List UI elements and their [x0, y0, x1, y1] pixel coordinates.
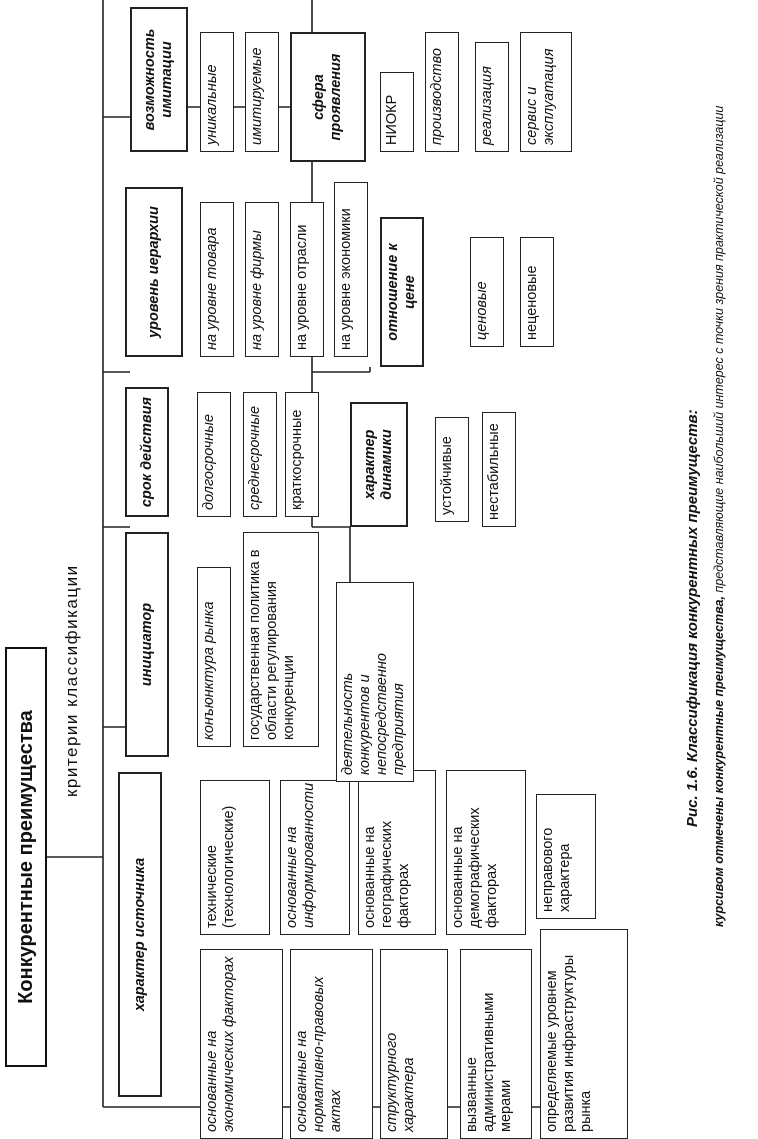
item-price-1: неценовые	[520, 237, 554, 347]
item-sphere-2: реализация	[475, 42, 509, 152]
item-dynamics-1: нестабильные	[482, 412, 516, 527]
item-hierarchy-2: на уровне отрасли	[290, 202, 324, 357]
item-source-7: основанные на демографических факторах	[446, 770, 526, 935]
item-source-9: неправового характера	[536, 794, 596, 919]
item-source-3: основанные на информированности	[280, 780, 350, 935]
header-imitation: возможность имитации	[130, 7, 188, 152]
item-hierarchy-1: на уровне фирмы	[245, 202, 279, 357]
figure-caption-title: Рис. 1.6. Классификация конкурентных преимуществ:	[684, 409, 701, 827]
header-initiator: инициатор	[125, 532, 169, 757]
item-source-1: технические (технологические)	[200, 780, 270, 935]
header-dynamics: характер динамики	[350, 402, 408, 527]
item-initiator-0: конъюнктура рынка	[197, 567, 231, 747]
item-source-0: основанные на экономических факторах	[200, 949, 283, 1139]
item-source-2: основанные на нормативно-правовых актах	[290, 949, 373, 1139]
item-imitation-0: уникальные	[200, 32, 234, 152]
diagram-title: Конкурентные преимущества	[5, 647, 47, 1067]
caption-note-rest: представляющие наибольший интерес с точки зрения практической реализации	[712, 105, 726, 593]
item-initiator-1: государственная политика в области регулирования конкуренции	[243, 532, 319, 747]
header-term: срок действия	[125, 387, 169, 517]
item-source-4: структурного характера	[380, 949, 448, 1139]
header-hierarchy: уровень иерархии	[125, 187, 183, 357]
header-sphere: сфера проявления	[290, 32, 366, 162]
header-price: отношение к цене	[380, 217, 424, 367]
item-source-6: вызванные административными мерами	[460, 949, 532, 1139]
item-term-0: долгосрочные	[197, 392, 231, 517]
item-source-8: определяемые уровнем развития инфраструктуры рынка	[540, 929, 628, 1139]
header-source: характер источника	[118, 772, 162, 1097]
item-hierarchy-3: на уровне экономики	[334, 182, 368, 357]
figure-caption-note	[712, 106, 726, 927]
item-source-5: основанные на географических факторах	[358, 770, 436, 935]
item-sphere-3: сервис и эксплуатация	[520, 32, 572, 152]
item-hierarchy-0: на уровне товара	[200, 202, 234, 357]
item-term-1: среднесрочные	[243, 392, 277, 517]
item-dynamics-0: устойчивые	[435, 417, 469, 522]
item-price-0: ценовые	[470, 237, 504, 347]
item-sphere-1: производство	[425, 32, 459, 152]
caption-note-bold: курсивом отмечены конкурентные преимущества,	[712, 596, 726, 927]
item-initiator-2: деятельность конкурентов и непосредственно предприятия	[336, 582, 414, 782]
item-sphere-0: НИОКР	[380, 72, 414, 152]
item-imitation-1: имитируемые	[245, 32, 279, 152]
diagram-subtitle: критерии классификации	[62, 564, 81, 797]
item-term-2: краткосрочные	[285, 392, 319, 517]
